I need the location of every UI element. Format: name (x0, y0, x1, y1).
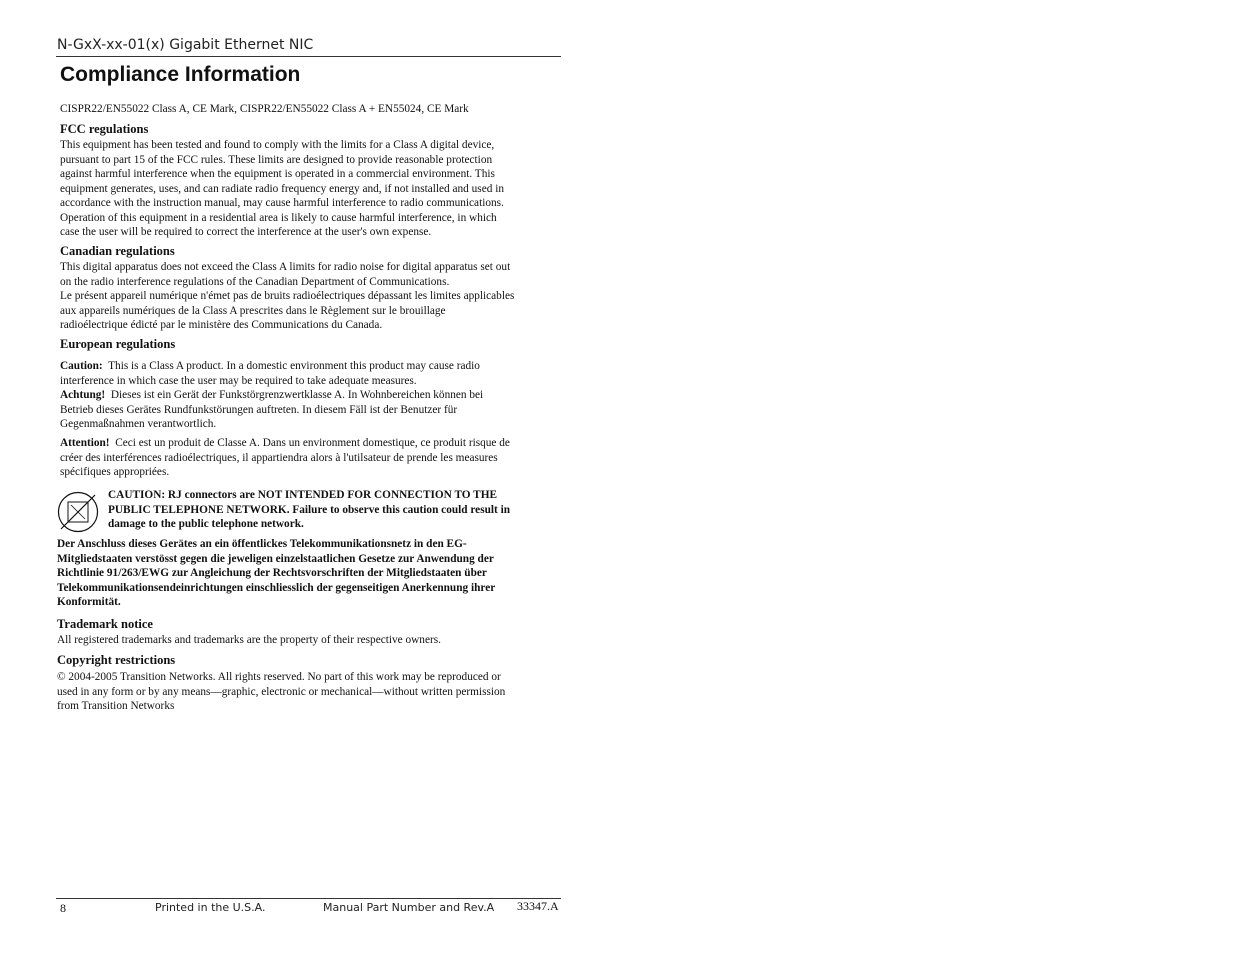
text-line: from Transition Networks (57, 700, 175, 712)
text-line (60, 388, 483, 403)
trademark-text (57, 633, 441, 648)
fcc-heading: FCC regulations (60, 122, 149, 136)
text-line: radioélectrique édicté par le ministère des Communications du Canada. (60, 319, 383, 331)
text-line: spécifiques appropriées. (60, 466, 170, 478)
text-line: This digital apparatus does not exceed the Class A limits for radio noise for digital apparatus set out (60, 261, 511, 273)
text-line: © 2004-2005 Transition Networks. All rights reserved. No part of this work may be reproduced or (57, 671, 501, 683)
page-number: 8 (60, 901, 66, 915)
fcc-paragraph (60, 138, 504, 240)
text-line: pursuant to part 15 of the FCC rules. These limits are designed to provide reasonable protection (60, 153, 493, 166)
text-line: Konformität. (57, 596, 121, 608)
text-line: on the radio interference regulations of the Canadian Department of Communications. (60, 275, 450, 288)
trademark-heading: Trademark notice (57, 617, 153, 631)
compliance-marks: CISPR22/EN55022 Class A, CE Mark, CISPR22/EN55022 Class A + EN55024, CE Mark (60, 103, 469, 115)
text-line: aux appareils numériques de la Class A prescrites dans le Règlement sur le brouillage (60, 304, 446, 317)
text-line: This equipment has been tested and found to comply with the limits for a Class A digital device, (60, 139, 495, 151)
achtung-text: Dieses ist ein Gerät der Funkstörgrenzwertklasse A. In Wohnbereichen können bei (110, 389, 484, 401)
text-line: interference in which case the user may be required to take adequate measures. (60, 374, 417, 387)
text-line (60, 436, 510, 451)
text-line: Operation of this equipment in a residential area is likely to cause harmful interference, in which (60, 211, 497, 224)
attention-paragraph (60, 436, 510, 480)
text-line: Der Anschluss dieses Gerätes an ein öffentlickes Telekommunikationsnetz in den EG- (57, 538, 467, 550)
rj-caution-text (108, 488, 510, 532)
text-line: Gegenmaßnahmen verantwortlich. (60, 418, 217, 430)
text-line: All registered trademarks and trademarks are the property of their respective owners. (57, 634, 441, 646)
running-header: N-GxX-xx-01(x) Gigabit Ethernet NIC (57, 37, 314, 53)
manual-part-label: Manual Part Number and Rev.A (323, 901, 495, 914)
copyright-heading: Copyright restrictions (57, 653, 176, 667)
text-line: equipment generates, uses, and can radiate radio frequency energy and, if not installed and used in (60, 182, 504, 195)
canadian-paragraph (60, 260, 514, 333)
text-line: Telekommunikationsendeinrichtungen einschliesslich der gegenseitigen Anerkennung ihrer (57, 581, 496, 594)
page-title: Compliance Information (60, 63, 301, 86)
text-line: Richtlinie 91/263/EWG zur Angleichung der Rechtsvorschriften der Mitgliedstaaten über (57, 567, 487, 579)
text-line: créer des interférences radioélectriques, il appartiendra alors à l'utilsateur de prende les measures (60, 451, 498, 464)
achtung-label: Achtung! (60, 389, 106, 401)
text-line (60, 359, 483, 374)
text-line: Mitgliedstaaten verstösst gegen die jeweligen einzelstaatlichen Gesetze zur Anwendung der (57, 552, 494, 565)
caution-text: This is a Class A product. In a domestic environment this product may cause radio (108, 360, 480, 372)
text-line: PUBLIC TELEPHONE NETWORK. Failure to observe this caution could result in (108, 503, 511, 516)
text-line: used in any form or by any means—graphic, electronic or mechanical—without written permission (57, 685, 506, 698)
text-line: accordance with the instruction manual, may cause harmful interference to radio communications. (60, 197, 504, 209)
caution-paragraph (60, 359, 483, 432)
text-line: Le présent appareil numérique n'émet pas de bruits radioélectriques dépassant les limites applicables (60, 290, 515, 302)
printed-in: Printed in the U.S.A. (155, 901, 266, 914)
european-heading: European regulations (60, 337, 176, 351)
text-line: damage to the public telephone network. (108, 518, 304, 530)
part-number: 33347.A (517, 899, 559, 913)
german-notice (57, 537, 495, 610)
text-line: against harmful interference when the equipment is operated in a commercial environment. This (60, 168, 495, 180)
attention-text: Ceci est un produit de Classe A. Dans un environment domestique, ce produit risque de (115, 437, 510, 449)
copyright-text (57, 670, 505, 714)
caution-label: Caution: (60, 360, 103, 372)
canadian-heading: Canadian regulations (60, 244, 175, 258)
footer-rule (56, 898, 561, 899)
warning-icon (57, 491, 99, 533)
text-line: Betrieb dieses Gerätes Rundfunkstörungen auftreten. In diesem Fäll ist der Benutzer für (60, 403, 458, 416)
attention-label: Attention! (60, 437, 110, 449)
text-line: case the user will be required to correct the interference at the user's own expense. (60, 226, 432, 238)
header-rule (56, 56, 561, 57)
text-line: CAUTION: RJ connectors are NOT INTENDED FOR CONNECTION TO THE (108, 489, 498, 501)
